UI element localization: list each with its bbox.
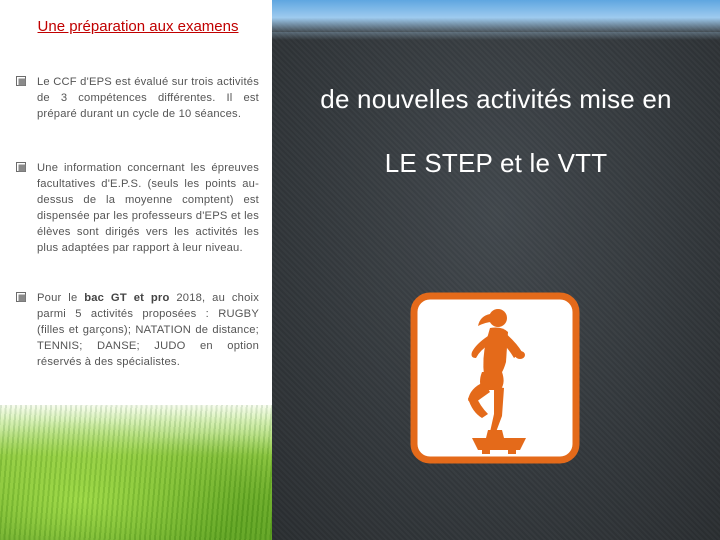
new-activities-heading: de nouvelles activités mise en [320,84,672,114]
step-vtt-heading: LE STEP et le VTT [384,148,608,178]
grass-background [0,405,272,540]
bullet-item [16,160,261,256]
bullet-text [37,290,259,370]
step-aerobics-icon [410,292,580,464]
bullet-text-suffix: 2018, au choix parmi 5 activités proposées : RUGBY (filles et garçons); NATATION de distance; TENNIS; DANSE; JUDO en option réservés à des spécialistes. [37,292,259,368]
bullet-text-bold: bac GT et pro [84,292,170,304]
slide-title: Une préparation aux examens [37,18,239,35]
checkbox-bullet-icon [16,76,26,86]
left-content-panel [0,0,272,540]
checkbox-bullet-icon [16,292,26,302]
bullet-text: Une information concernant les épreuves facultatives d'E.P.S. (seuls les points au-dessus de la moyenne comptent) est dispensée par les professeurs d'EPS et les élèves sont dirigés vers les activités les plus adaptées par rapport à leur niveau. [37,162,259,254]
bullet-item [16,290,261,370]
bullet-text-prefix: Pour le [37,292,85,304]
bullet-text: Le CCF d'EPS est évalué sur trois activités de 3 compétences différentes. Il est préparé durant un cycle de 10 séances. [37,76,259,120]
checkbox-bullet-icon [16,162,26,172]
bullet-item [16,74,261,122]
